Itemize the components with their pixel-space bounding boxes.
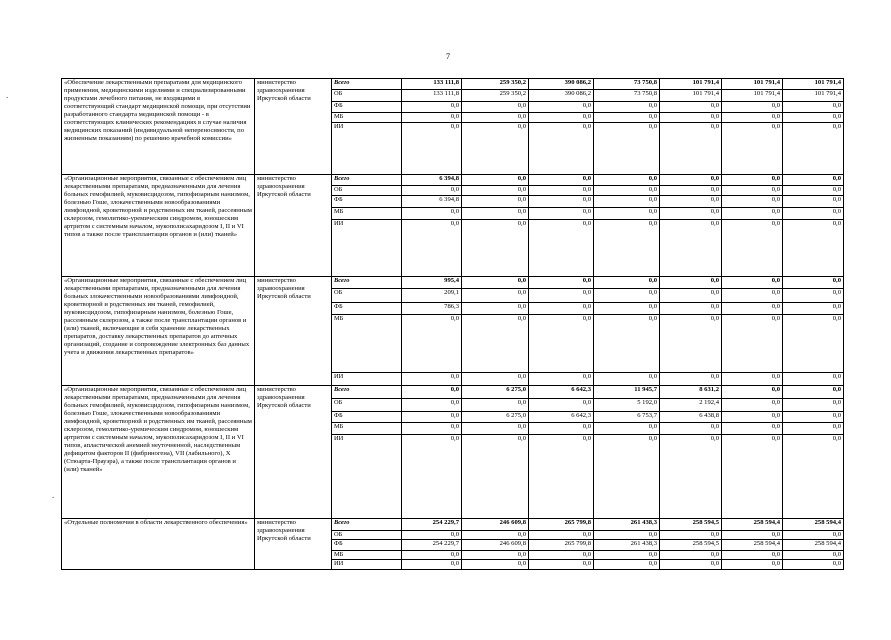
amount-cell: 0,0 xyxy=(783,102,844,113)
amount-cell: 0,0 xyxy=(660,551,722,560)
amount-cell: 5 192,0 xyxy=(594,399,660,412)
table-row xyxy=(62,519,844,531)
measure-name: «Отдельные полномочия в области лекарственного обеспечения» xyxy=(62,519,255,570)
amount-cell: 0,0 xyxy=(529,531,594,540)
amount-cell: 0,0 xyxy=(462,435,529,519)
funding-source: Всего xyxy=(332,175,402,186)
amount-cell: 0,0 xyxy=(402,208,462,220)
amount-cell: 0,0 xyxy=(783,277,844,289)
amount-cell: 0,0 xyxy=(660,113,722,123)
executor-name: министерство здравоохранения Иркутской области xyxy=(255,277,332,386)
amount-cell: 0,0 xyxy=(462,208,529,220)
amount-cell: 0,0 xyxy=(402,412,462,423)
amount-cell: 0,0 xyxy=(722,102,783,113)
funding-source: МБ xyxy=(332,551,402,560)
amount-cell: 6 642,3 xyxy=(529,412,594,423)
amount-cell: 265 799,8 xyxy=(529,519,594,531)
amount-cell: 73 750,8 xyxy=(594,79,660,90)
amount-cell: 0,0 xyxy=(529,175,594,186)
funding-source: ОБ xyxy=(332,186,402,196)
funding-source: Всего xyxy=(332,277,402,289)
amount-cell: 0,0 xyxy=(594,196,660,208)
table-row xyxy=(62,277,844,289)
funding-source: МБ xyxy=(332,208,402,220)
amount-cell: 0,0 xyxy=(402,551,462,560)
amount-cell: 786,3 xyxy=(402,303,462,315)
funding-source: ОБ xyxy=(332,90,402,102)
amount-cell: 0,0 xyxy=(462,220,529,277)
amount-cell: 6 394,8 xyxy=(402,175,462,186)
amount-cell: 0,0 xyxy=(722,113,783,123)
amount-cell: 0,0 xyxy=(783,113,844,123)
amount-cell: 73 750,8 xyxy=(594,90,660,102)
amount-cell: 0,0 xyxy=(529,399,594,412)
amount-cell: 0,0 xyxy=(660,315,722,373)
amount-cell: 0,0 xyxy=(783,303,844,315)
amount-cell: 0,0 xyxy=(783,386,844,399)
amount-cell: 133 111,8 xyxy=(402,79,462,90)
executor-name: министерство здравоохранения Иркутской области xyxy=(255,175,332,277)
executor-name: министерство здравоохранения Иркутской области xyxy=(255,386,332,519)
amount-cell: 0,0 xyxy=(402,186,462,196)
budget-table xyxy=(61,78,844,570)
amount-cell: 0,0 xyxy=(660,175,722,186)
amount-cell: 0,0 xyxy=(529,123,594,175)
amount-cell: 0,0 xyxy=(529,560,594,570)
amount-cell: 246 609,8 xyxy=(462,519,529,531)
table-row xyxy=(62,175,844,186)
measure-name: «Организационные мероприятия, связанные с обеспечением лиц лекарственными препаратами, предназначенными для лечения больных гемофилией, муковисцидозом, гипофизарным нанизмом, болезнью Гоше, злокачественными новообразованиями лимфоидной, кроветворной и родственных им тканей, рассеянным склерозом, гемолитико-уремическим синдромом, юношеским артритом с системным началом, мукополисахаридозом I, II и VI типов а также после трансплантации органов и (или) тканей» xyxy=(62,175,255,277)
amount-cell: 0,0 xyxy=(462,113,529,123)
amount-cell: 0,0 xyxy=(594,220,660,277)
amount-cell: 101 791,4 xyxy=(722,90,783,102)
amount-cell: 0,0 xyxy=(660,277,722,289)
amount-cell: 261 438,3 xyxy=(594,519,660,531)
amount-cell: 0,0 xyxy=(529,435,594,519)
amount-cell: 0,0 xyxy=(722,123,783,175)
amount-cell: 261 438,3 xyxy=(594,540,660,551)
amount-cell: 0,0 xyxy=(594,303,660,315)
amount-cell: 6 438,8 xyxy=(660,412,722,423)
amount-cell: 0,0 xyxy=(594,423,660,435)
amount-cell: 0,0 xyxy=(783,551,844,560)
amount-cell: 0,0 xyxy=(660,303,722,315)
amount-cell: 0,0 xyxy=(783,208,844,220)
amount-cell: 0,0 xyxy=(660,102,722,113)
amount-cell: 0,0 xyxy=(462,303,529,315)
measure-name: «Организационные мероприятия, связанные с обеспечением лиц лекарственными препаратами, предназначенными для лечения больных злокачественными новообразованиями лимфоидной, кроветворной и родственных им тканей, гемофилией, муковисцидозом, гипофизарным нанизмом, болезнью Гоше, рассеянным склерозом, а также после трансплантации органов и (или) тканей, включающие в себя хранение лекарственных препаратов, доставку лекарственных препаратов до аптечных организаций, создание и сопровождение электронных баз данных учета и движения лекарственных препаратов» xyxy=(62,277,255,386)
amount-cell: 0,0 xyxy=(783,399,844,412)
amount-cell: 0,0 xyxy=(462,102,529,113)
amount-cell: 259 350,2 xyxy=(462,79,529,90)
amount-cell: 0,0 xyxy=(722,531,783,540)
measure-name: «Обеспечение лекарственными препаратами для медицинского применения, медицинскими изделиями и специализированными продуктами лечебного питания, не входящими в соответствующий стандарт медицинской помощи, при отсутствии разработанного стандарта медицинской помощи - в соответствующих клинических рекомендациях в случае наличия медицинских показаний (индивидуальной непереносимости, по жизненным показаниям) по решению врачебной комиссии» xyxy=(62,79,255,175)
amount-cell: 0,0 xyxy=(462,560,529,570)
amount-cell: 0,0 xyxy=(594,175,660,186)
amount-cell: 0,0 xyxy=(722,186,783,196)
amount-cell: 0,0 xyxy=(529,196,594,208)
table-row xyxy=(62,79,844,90)
amount-cell: 0,0 xyxy=(783,220,844,277)
amount-cell: 258 594,5 xyxy=(660,519,722,531)
amount-cell: 0,0 xyxy=(529,289,594,303)
amount-cell: 101 791,4 xyxy=(783,90,844,102)
amount-cell: 259 350,2 xyxy=(462,90,529,102)
amount-cell: 0,0 xyxy=(722,175,783,186)
amount-cell: 0,0 xyxy=(402,423,462,435)
amount-cell: 0,0 xyxy=(462,551,529,560)
amount-cell: 0,0 xyxy=(660,531,722,540)
amount-cell: 0,0 xyxy=(594,373,660,386)
amount-cell: 0,0 xyxy=(462,531,529,540)
amount-cell: 101 791,4 xyxy=(783,79,844,90)
funding-source: Всего xyxy=(332,386,402,399)
funding-source: ФБ xyxy=(332,196,402,208)
amount-cell: 2 192,4 xyxy=(660,399,722,412)
amount-cell: 0,0 xyxy=(722,551,783,560)
amount-cell: 246 609,8 xyxy=(462,540,529,551)
amount-cell: 0,0 xyxy=(402,386,462,399)
margin-mark: . xyxy=(52,490,55,500)
amount-cell: 258 594,4 xyxy=(722,519,783,531)
amount-cell: 0,0 xyxy=(783,196,844,208)
amount-cell: 0,0 xyxy=(402,220,462,277)
amount-cell: 6 394,8 xyxy=(402,196,462,208)
amount-cell: 995,4 xyxy=(402,277,462,289)
measure-name: «Организационные мероприятия, связанные с обеспечением лиц лекарственными препаратами, предназначенными для лечения больных гемофилией, муковисцидозом, гипофизарным нанизмом, болезнью Гоше, злокачественными новообразованиями лимфоидной, кроветворной и родственных им тканей, рассеянным склерозом, гемолитико-уремическим синдромом, юношеским артритом с системным началом, мукополисахаридозом I, II и VI типов, апластической анемией неуточненной, наследственным дефицитом факторов II (фибриногена), VII (лабильного), X (Стюарта-Прауэра), а также после трансплантации органов и (или) тканей» xyxy=(62,386,255,519)
amount-cell: 11 945,7 xyxy=(594,386,660,399)
amount-cell: 0,0 xyxy=(660,208,722,220)
funding-source: МБ xyxy=(332,113,402,123)
amount-cell: 0,0 xyxy=(660,123,722,175)
amount-cell: 0,0 xyxy=(660,560,722,570)
amount-cell: 0,0 xyxy=(402,435,462,519)
amount-cell: 0,0 xyxy=(722,303,783,315)
table-row xyxy=(62,386,844,399)
amount-cell: 258 594,5 xyxy=(660,540,722,551)
funding-source: ОБ xyxy=(332,289,402,303)
amount-cell: 254 229,7 xyxy=(402,540,462,551)
amount-cell: 0,0 xyxy=(722,399,783,412)
amount-cell: 0,0 xyxy=(402,102,462,113)
margin-mark: . xyxy=(6,90,9,100)
funding-source: ОБ xyxy=(332,531,402,540)
funding-source: ФБ xyxy=(332,303,402,315)
amount-cell: 254 229,7 xyxy=(402,519,462,531)
amount-cell: 0,0 xyxy=(402,123,462,175)
amount-cell: 0,0 xyxy=(529,315,594,373)
amount-cell: 0,0 xyxy=(660,186,722,196)
amount-cell: 0,0 xyxy=(462,399,529,412)
amount-cell: 0,0 xyxy=(722,386,783,399)
amount-cell: 0,0 xyxy=(529,277,594,289)
amount-cell: 101 791,4 xyxy=(722,79,783,90)
amount-cell: 390 086,2 xyxy=(529,90,594,102)
page-number: 7 xyxy=(446,52,450,61)
amount-cell: 0,0 xyxy=(529,373,594,386)
funding-source: МБ xyxy=(332,423,402,435)
amount-cell: 0,0 xyxy=(594,560,660,570)
funding-source: ИИ xyxy=(332,560,402,570)
amount-cell: 0,0 xyxy=(783,423,844,435)
funding-source: ИИ xyxy=(332,373,402,386)
funding-source: Всего xyxy=(332,519,402,531)
amount-cell: 0,0 xyxy=(783,186,844,196)
amount-cell: 0,0 xyxy=(594,277,660,289)
amount-cell: 209,1 xyxy=(402,289,462,303)
funding-source: ФБ xyxy=(332,102,402,113)
amount-cell: 0,0 xyxy=(402,399,462,412)
funding-source: МБ xyxy=(332,315,402,373)
amount-cell: 258 594,4 xyxy=(783,540,844,551)
amount-cell: 0,0 xyxy=(462,315,529,373)
amount-cell: 0,0 xyxy=(402,315,462,373)
amount-cell: 0,0 xyxy=(594,315,660,373)
amount-cell: 0,0 xyxy=(722,277,783,289)
amount-cell: 0,0 xyxy=(722,560,783,570)
executor-name: министерство здравоохранения Иркутской области xyxy=(255,519,332,570)
funding-source: ОБ xyxy=(332,399,402,412)
amount-cell: 0,0 xyxy=(462,175,529,186)
amount-cell: 0,0 xyxy=(594,123,660,175)
executor-name: министерство здравоохранения Иркутской области xyxy=(255,79,332,175)
amount-cell: 390 086,2 xyxy=(529,79,594,90)
amount-cell: 0,0 xyxy=(594,531,660,540)
amount-cell: 0,0 xyxy=(529,186,594,196)
amount-cell: 0,0 xyxy=(594,102,660,113)
amount-cell: 0,0 xyxy=(594,435,660,519)
amount-cell: 0,0 xyxy=(462,423,529,435)
amount-cell: 0,0 xyxy=(594,208,660,220)
funding-source: ФБ xyxy=(332,540,402,551)
amount-cell: 0,0 xyxy=(783,315,844,373)
amount-cell: 6 642,3 xyxy=(529,386,594,399)
amount-cell: 0,0 xyxy=(529,102,594,113)
amount-cell: 0,0 xyxy=(722,315,783,373)
amount-cell: 0,0 xyxy=(660,196,722,208)
amount-cell: 0,0 xyxy=(594,289,660,303)
amount-cell: 0,0 xyxy=(660,435,722,519)
amount-cell: 265 799,8 xyxy=(529,540,594,551)
amount-cell: 0,0 xyxy=(462,196,529,208)
amount-cell: 6 275,0 xyxy=(462,386,529,399)
amount-cell: 0,0 xyxy=(660,220,722,277)
amount-cell: 0,0 xyxy=(402,113,462,123)
amount-cell: 0,0 xyxy=(722,196,783,208)
amount-cell: 0,0 xyxy=(529,423,594,435)
amount-cell: 0,0 xyxy=(529,303,594,315)
amount-cell: 0,0 xyxy=(722,289,783,303)
amount-cell: 0,0 xyxy=(660,289,722,303)
amount-cell: 0,0 xyxy=(462,123,529,175)
amount-cell: 0,0 xyxy=(783,412,844,423)
amount-cell: 0,0 xyxy=(783,373,844,386)
amount-cell: 0,0 xyxy=(722,435,783,519)
amount-cell: 101 791,4 xyxy=(660,90,722,102)
amount-cell: 0,0 xyxy=(462,289,529,303)
funding-source: Всего xyxy=(332,79,402,90)
amount-cell: 8 631,2 xyxy=(660,386,722,399)
amount-cell: 0,0 xyxy=(529,551,594,560)
amount-cell: 0,0 xyxy=(722,423,783,435)
amount-cell: 133 111,8 xyxy=(402,90,462,102)
funding-source: ИИ xyxy=(332,435,402,519)
amount-cell: 101 791,4 xyxy=(660,79,722,90)
amount-cell: 0,0 xyxy=(783,289,844,303)
amount-cell: 258 594,4 xyxy=(783,519,844,531)
amount-cell: 0,0 xyxy=(722,220,783,277)
amount-cell: 0,0 xyxy=(462,373,529,386)
funding-source: ИИ xyxy=(332,123,402,175)
amount-cell: 0,0 xyxy=(783,560,844,570)
amount-cell: 0,0 xyxy=(594,551,660,560)
amount-cell: 0,0 xyxy=(594,113,660,123)
amount-cell: 0,0 xyxy=(402,531,462,540)
amount-cell: 0,0 xyxy=(783,531,844,540)
amount-cell: 0,0 xyxy=(722,208,783,220)
amount-cell: 0,0 xyxy=(783,123,844,175)
funding-source: ИИ xyxy=(332,220,402,277)
amount-cell: 0,0 xyxy=(660,423,722,435)
amount-cell: 0,0 xyxy=(783,175,844,186)
amount-cell: 0,0 xyxy=(462,277,529,289)
amount-cell: 0,0 xyxy=(402,560,462,570)
amount-cell: 6 753,7 xyxy=(594,412,660,423)
amount-cell: 0,0 xyxy=(722,412,783,423)
amount-cell: 0,0 xyxy=(660,373,722,386)
amount-cell: 0,0 xyxy=(783,435,844,519)
amount-cell: 0,0 xyxy=(462,186,529,196)
amount-cell: 258 594,4 xyxy=(722,540,783,551)
amount-cell: 0,0 xyxy=(529,113,594,123)
amount-cell: 0,0 xyxy=(722,373,783,386)
amount-cell: 0,0 xyxy=(529,220,594,277)
amount-cell: 0,0 xyxy=(402,373,462,386)
amount-cell: 0,0 xyxy=(594,186,660,196)
funding-source: ФБ xyxy=(332,412,402,423)
amount-cell: 0,0 xyxy=(529,208,594,220)
amount-cell: 6 275,0 xyxy=(462,412,529,423)
